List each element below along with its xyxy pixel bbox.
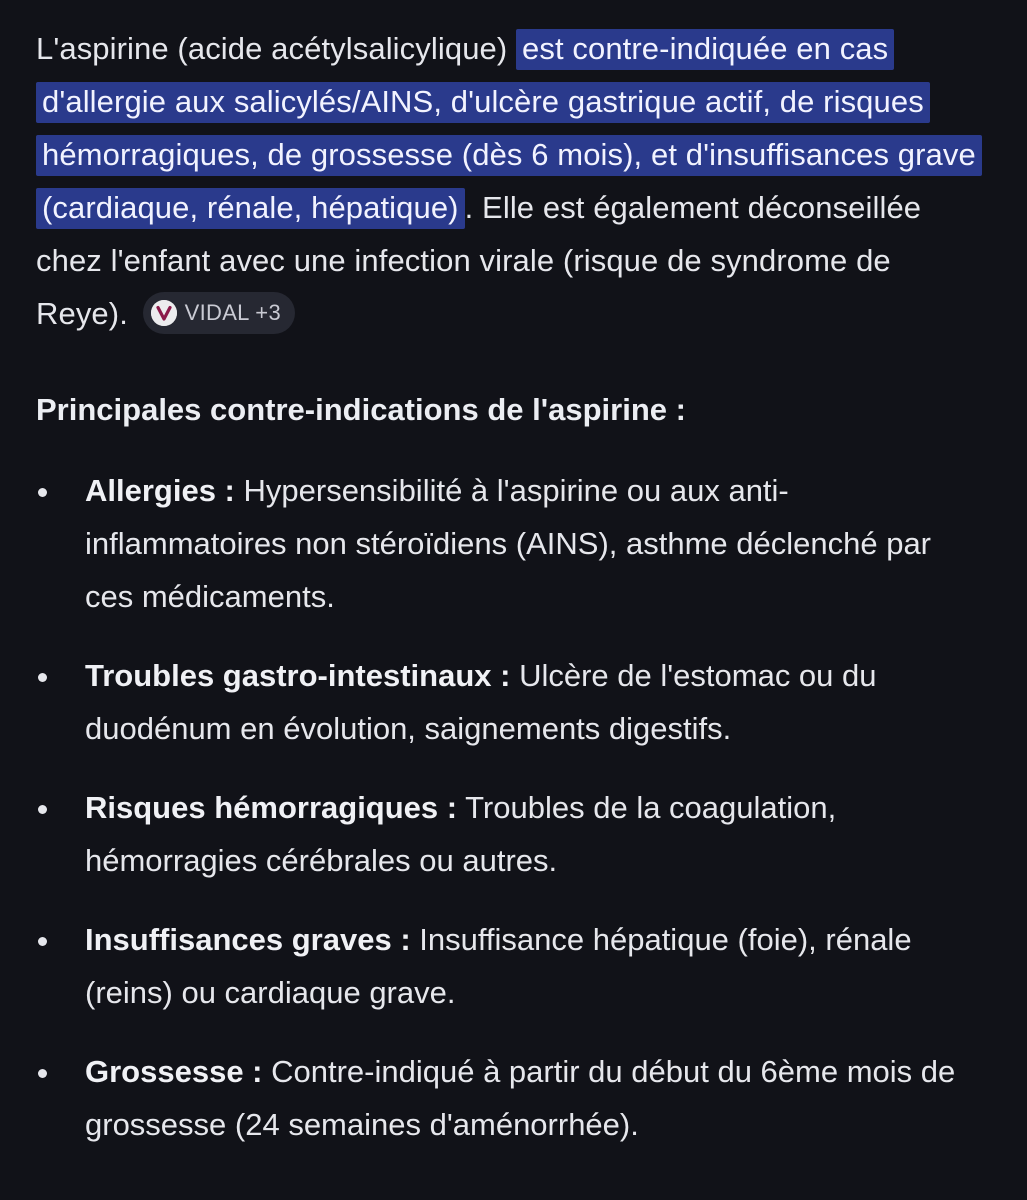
list-item: [36, 464, 987, 623]
item-term: Troubles gastro-intestinaux :: [85, 658, 511, 693]
item-term: Allergies :: [85, 473, 235, 508]
intro-text-before: L'aspirine (acide acétylsalicylique): [36, 31, 517, 66]
item-term: Grossesse :: [85, 1054, 263, 1089]
intro-paragraph: [36, 22, 987, 340]
item-text: Troubles de la coagulation, hémorragies cérébrales ou autres.: [85, 790, 837, 878]
list-item: [36, 1045, 987, 1151]
list-item: [36, 781, 987, 887]
bullet-icon: [38, 488, 47, 497]
item-term: Insuffisances graves :: [85, 922, 411, 957]
vidal-logo-icon: [151, 300, 177, 326]
contraindications-list: [36, 464, 987, 1151]
item-term: Risques hémorragiques :: [85, 790, 458, 825]
list-item: [36, 649, 987, 755]
item-text: Contre-indiqué à partir du début du 6ème mois de grossesse (24 semaines d'aménorrhée).: [85, 1054, 956, 1142]
bullet-icon: [38, 1069, 47, 1078]
section-title: Principales contre-indications de l'aspirine :: [36, 392, 686, 427]
source-chip-vidal[interactable]: [143, 292, 295, 334]
item-text: Insuffisance hépatique (foie), rénale (reins) ou cardiaque grave.: [85, 922, 912, 1010]
bullet-icon: [38, 937, 47, 946]
bullet-icon: [38, 673, 47, 682]
highlighted-summary[interactable]: est contre-indiquée en cas d'allergie aux salicylés/AINS, d'ulcère gastrique actif, de risques hémorragiques, de grossesse (dès 6 mois), et d'insuffisances grave (cardiaque, rénale, hépatique): [36, 29, 982, 229]
list-item: [36, 913, 987, 1019]
bullet-icon: [38, 805, 47, 814]
item-text: Hypersensibilité à l'aspirine ou aux anti-inflammatoires non stéroïdiens (AINS), asthme déclenché par ces médicaments.: [85, 473, 932, 614]
item-text: Ulcère de l'estomac ou du duodénum en évolution, saignements digestifs.: [85, 658, 877, 746]
source-chip-label: VIDAL +3: [184, 299, 281, 325]
intro-text-after: . Elle est également déconseillée chez l'enfant avec une infection virale (risque de syndrome de Reye).: [36, 190, 922, 331]
